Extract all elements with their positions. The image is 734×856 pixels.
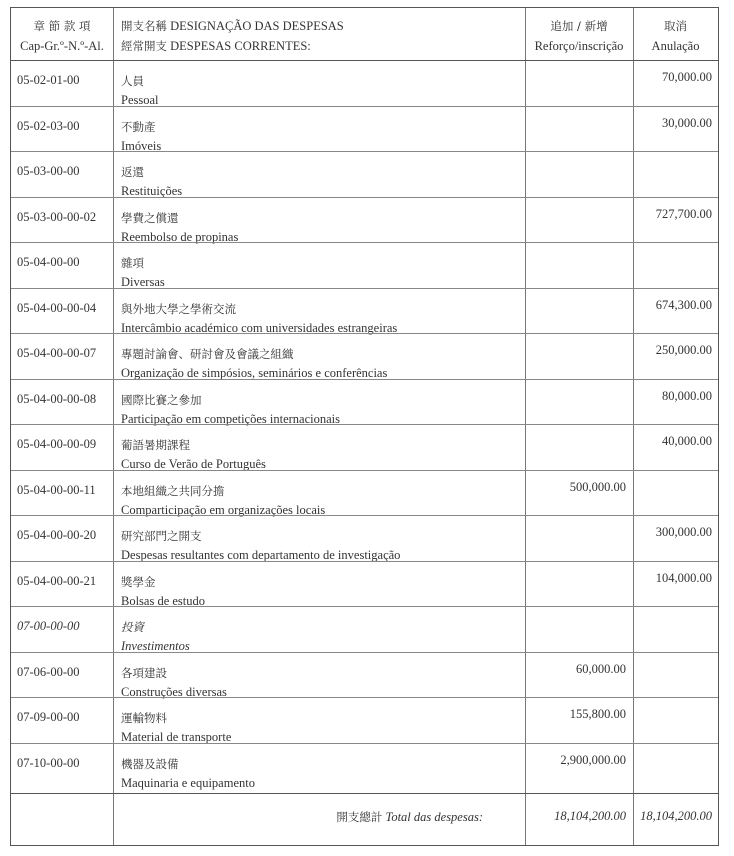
row-reinforcement: 500,000.00 [569, 479, 626, 494]
row-designation-zh: 不動產 [121, 119, 156, 134]
row-code: 05-02-01-00 [17, 73, 80, 87]
header-reinforcement [525, 16, 633, 56]
row-annulment: 40,000.00 [662, 434, 712, 448]
total-divider [11, 793, 718, 794]
row-code: 07-00-00-00 [17, 619, 80, 633]
row-designation-zh: 與外地大學之學術交流 [121, 301, 236, 316]
row-divider [11, 242, 718, 243]
row-divider [11, 379, 718, 380]
row-annulment: 80,000.00 [662, 388, 712, 403]
header-annul-zh: 取消 [664, 19, 687, 33]
row-designation-zh: 機器及設備 [121, 756, 179, 771]
row-designation-pt: Restituições [121, 184, 183, 198]
row-designation-zh: 國際比賽之參加 [121, 392, 202, 407]
header-desc-pt: DESIGNAÇÃO DAS DESPESAS [170, 19, 344, 33]
row-code: 05-04-00-00-21 [17, 573, 97, 588]
row-designation-zh: 本地組織之共同分擔 [121, 483, 225, 498]
row-code: 05-03-00-00 [17, 164, 80, 178]
row-annulment: 104,000.00 [655, 570, 712, 585]
row-annulment: 70,000.00 [662, 70, 712, 84]
header-code-zh: 章 節 款 項 [33, 19, 91, 33]
row-designation-pt: Imóveis [121, 138, 162, 153]
row-divider [11, 424, 718, 425]
total-label-zh: 開支總計 [336, 810, 383, 824]
row-designation-zh: 學費之償還 [121, 210, 179, 225]
row-annulment: 300,000.00 [655, 525, 712, 539]
row-designation-pt: Intercâmbio académico com universidades estrangeiras [121, 320, 398, 335]
row-designation-pt: Pessoal [121, 93, 159, 107]
row-code: 05-04-00-00-11 [17, 482, 96, 497]
row-designation-zh: 研究部門之開支 [121, 529, 202, 543]
row-divider [11, 106, 718, 107]
row-designation-pt: Organização de simpósios, seminários e conferências [121, 366, 388, 380]
row-divider [11, 197, 718, 198]
row-reinforcement: 155,800.00 [569, 707, 626, 721]
budget-table [10, 7, 719, 846]
row-code: 05-04-00-00-20 [17, 528, 97, 542]
header-desc-zh: 開支名稱 [121, 19, 167, 33]
column-divider [113, 8, 114, 845]
row-code: 07-06-00-00 [17, 664, 80, 679]
row-designation-pt: Comparticipação em organizações locais [121, 502, 326, 517]
row-designation-pt: Reembolso de propinas [121, 229, 239, 244]
header-current-pt: DESPESAS CORRENTES: [170, 39, 311, 53]
row-designation-pt: Investimentos [121, 639, 190, 653]
row-designation-zh: 返還 [121, 165, 144, 179]
header-reinf-pt: Reforço/inscrição [534, 39, 624, 53]
row-designation-pt: Maquinaria e equipamento [121, 775, 255, 790]
row-designation-pt: Diversas [121, 275, 165, 289]
row-code: 07-09-00-00 [17, 710, 80, 724]
row-code: 05-03-00-00-02 [17, 209, 97, 224]
row-designation-zh: 專題討論會、研討會及會議之組織 [121, 347, 294, 361]
row-divider [11, 333, 718, 334]
total-annulment: 18,104,200.00 [640, 809, 712, 823]
row-code: 05-04-00-00-07 [17, 346, 97, 360]
header-annulment [633, 16, 718, 56]
row-divider [11, 743, 718, 744]
header-reinf-zh: 追加 / 新增 [550, 19, 608, 33]
row-divider [11, 652, 718, 653]
row-designation-pt: Bolsas de estudo [121, 593, 206, 608]
row-designation-zh: 葡語暑期課程 [121, 438, 190, 452]
header-annul-pt: Anulação [651, 39, 700, 53]
row-designation-zh: 人員 [121, 74, 144, 88]
header-code-pt: Cap-Gr.º-N.º-Al. [20, 39, 104, 53]
row-designation-zh: 投資 [121, 620, 144, 634]
header-current-zh: 經常開支 [121, 39, 167, 53]
row-annulment: 250,000.00 [655, 343, 712, 357]
row-designation-pt: Curso de Verão de Português [121, 457, 266, 471]
row-divider [11, 697, 718, 698]
row-reinforcement: 60,000.00 [576, 661, 626, 676]
total-reinforcement: 18,104,200.00 [554, 809, 626, 823]
row-divider [11, 151, 718, 152]
row-designation-pt: Material de transporte [121, 730, 232, 744]
row-divider [11, 515, 718, 516]
row-code: 05-02-03-00 [17, 118, 80, 133]
row-designation-pt: Despesas resultantes com departamento de investigação [121, 548, 401, 562]
row-designation-zh: 雜項 [121, 256, 144, 270]
row-divider [11, 561, 718, 562]
row-code: 05-04-00-00-08 [17, 391, 97, 406]
row-code: 05-04-00-00-09 [17, 437, 97, 451]
header-divider [11, 60, 718, 61]
row-designation-zh: 各項建設 [121, 665, 167, 680]
row-code: 05-04-00-00 [17, 255, 80, 269]
row-designation-zh: 獎學金 [121, 574, 156, 589]
row-designation-pt: Participação em competições internacionais [121, 411, 341, 426]
row-reinforcement: 2,900,000.00 [560, 752, 626, 767]
row-annulment: 30,000.00 [662, 115, 712, 130]
row-annulment: 674,300.00 [655, 297, 712, 312]
row-designation-zh: 運輸物料 [121, 711, 167, 725]
row-divider [11, 288, 718, 289]
header-designation [121, 16, 344, 56]
total-label [336, 809, 483, 825]
row-code: 05-04-00-00-04 [17, 300, 97, 315]
row-designation-pt: Construções diversas [121, 684, 227, 699]
header-code [11, 16, 113, 56]
row-code: 07-10-00-00 [17, 755, 80, 770]
row-divider [11, 606, 718, 607]
row-divider [11, 470, 718, 471]
column-divider [633, 8, 634, 845]
total-label-pt: Total das despesas: [385, 810, 483, 824]
row-annulment: 727,700.00 [655, 206, 712, 221]
